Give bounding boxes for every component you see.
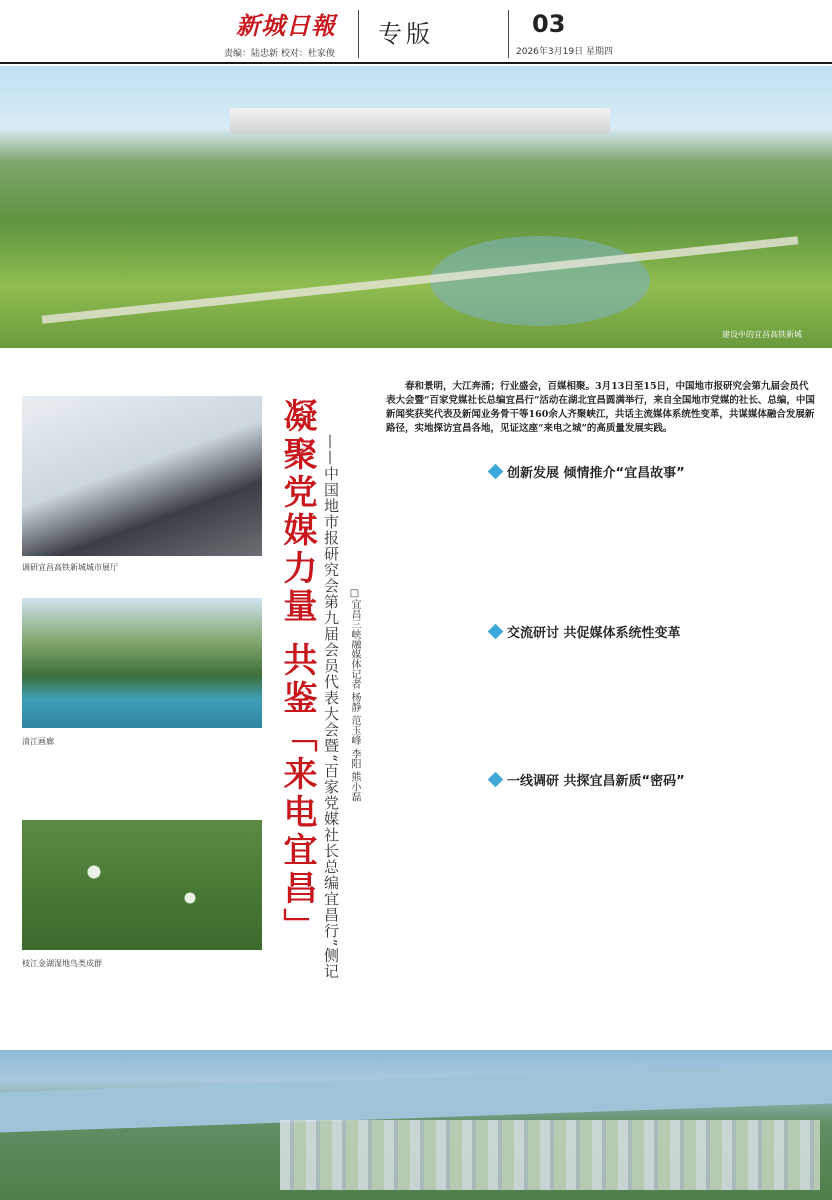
masthead [0, 0, 832, 66]
publication-date: 2026年3月19日 星期四 [516, 47, 613, 57]
hero-photo [0, 66, 832, 348]
hero-caption: 建设中的宜昌高铁新城 [722, 330, 802, 339]
section-heading [490, 462, 685, 481]
diamond-icon [488, 624, 504, 640]
photo-caption: 清江画廊 [22, 737, 54, 746]
photo-caption: 枝江金湖湿地鸟类成群 [22, 959, 102, 968]
lake-shape [430, 236, 650, 326]
intro-paragraph: 春和景明，大江奔涌；行业盛会，百媒相聚。3月13日至15日，中国地市报研究会第九届会员代表大会暨“百家党媒社长总编宜昌行”活动在湖北宜昌圆满举行，来自全国地市党媒的社长、总编，中国新闻奖获奖代表及新闻业务骨干等160余人齐聚峡江，共话主流媒体系统性变革，共谋媒体融合发展新路径，实地探访宜昌各地，见证这座“来电之城”的高质量发展实践。 [386, 381, 815, 434]
main-headline: 凝聚党媒力量 共鉴「来电宜昌」 [277, 398, 317, 946]
photo-wetland-birds [22, 820, 262, 950]
station-building [230, 108, 610, 134]
page-number: 03 [532, 10, 566, 38]
photo-caption: 调研宜昌高铁新城城市展厅 [22, 563, 118, 572]
masthead-rule [0, 62, 832, 64]
diamond-icon [488, 772, 504, 788]
section-heading [490, 770, 685, 789]
photo-exhibition-hall [22, 396, 262, 556]
section-heading-text: 一线调研 共探宜昌新质“密码” [507, 774, 685, 789]
section-title: 专版 [378, 20, 434, 48]
road-shape [42, 236, 799, 323]
masthead-divider [508, 10, 509, 58]
section-heading-text: 交流研讨 共促媒体系统性变革 [507, 626, 681, 641]
aerial-photo [0, 1050, 832, 1200]
diamond-icon [488, 464, 504, 480]
editor-credits: 责编：陆忠新 校对：杜家俊 [224, 49, 335, 59]
newspaper-logo: 新城日報 [236, 12, 336, 40]
masthead-divider [358, 10, 359, 58]
photo-qingjiang-gallery [22, 598, 262, 728]
section-heading-text: 创新发展 倾情推介“宜昌故事” [507, 466, 685, 481]
byline: □宜昌三峡融媒体记者 杨静 范玉峰 李阳 熊小磊 [349, 588, 360, 802]
subheadline: ——中国地市报研究会第九届会员代表大会暨“百家党媒社长总编宜昌行”侧记 [322, 434, 340, 980]
city-blocks [280, 1120, 820, 1190]
section-heading [490, 622, 681, 641]
